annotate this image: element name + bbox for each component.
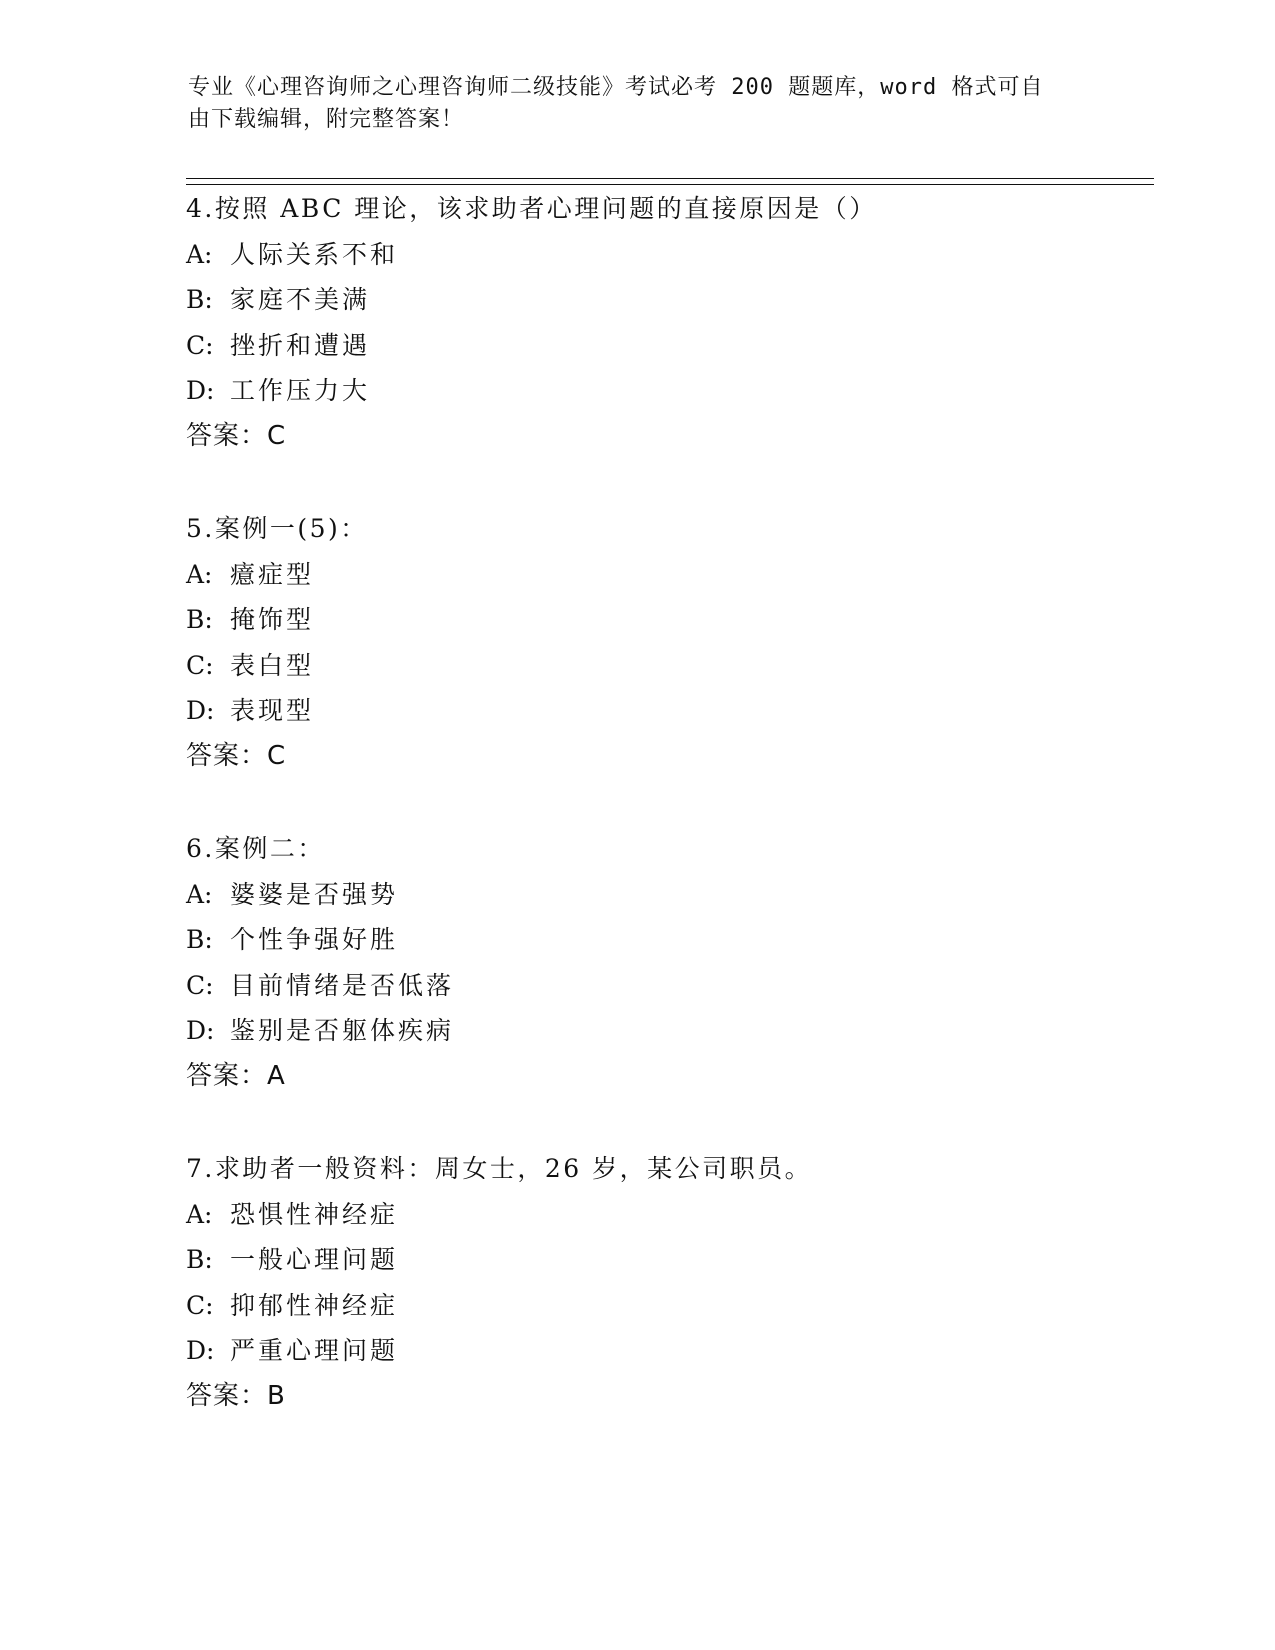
option-text: 家庭不美满 — [230, 285, 371, 315]
option-text: 严重心理问题 — [230, 1336, 399, 1366]
option-text: 工作压力大 — [230, 376, 371, 406]
option-a — [186, 872, 1136, 918]
option-b — [186, 597, 1136, 643]
option-text: 挫折和遭遇 — [230, 330, 371, 360]
answer-line: 答案：C — [186, 420, 287, 451]
header-divider-bottom — [186, 184, 1154, 185]
option-text: 个性争强好胜 — [230, 925, 399, 955]
option-letter: A: — [186, 559, 213, 589]
header-divider-top — [186, 178, 1154, 179]
question-stem: 5.案例一(5)： — [186, 514, 368, 543]
question-stem: 7.求助者一般资料：周女士，26 岁，某公司职员。 — [186, 1154, 813, 1183]
option-letter: C: — [186, 650, 214, 680]
option-letter: A: — [186, 1199, 213, 1229]
option-letter: D: — [186, 1336, 215, 1366]
option-c — [186, 963, 1136, 1009]
option-a — [186, 552, 1136, 598]
question-block — [186, 826, 1136, 1100]
answer-line: 答案：C — [186, 740, 287, 771]
option-a — [186, 1192, 1136, 1238]
option-letter: D: — [186, 696, 215, 726]
option-d — [186, 368, 1136, 414]
option-text: 一般心理问题 — [230, 1245, 399, 1275]
option-c — [186, 1283, 1136, 1329]
option-text: 人际关系不和 — [230, 239, 399, 269]
option-letter: B: — [186, 285, 213, 315]
option-letter: C: — [186, 330, 214, 360]
question-block — [186, 506, 1136, 780]
option-letter: B: — [186, 1245, 213, 1275]
option-text: 表现型 — [230, 696, 315, 726]
option-b — [186, 277, 1136, 323]
option-text: 表白型 — [230, 650, 315, 680]
answer-line: 答案：A — [186, 1060, 286, 1091]
option-text: 掩饰型 — [230, 605, 315, 635]
option-a — [186, 232, 1136, 278]
option-text: 鉴别是否躯体疾病 — [230, 1016, 455, 1046]
option-letter: C: — [186, 1290, 214, 1320]
option-text: 婆婆是否强势 — [230, 879, 399, 909]
document-header — [188, 72, 1068, 136]
question-block — [186, 186, 1136, 460]
option-text: 癔症型 — [230, 559, 315, 589]
option-b — [186, 1237, 1136, 1283]
option-d — [186, 1008, 1136, 1054]
option-letter: D: — [186, 1016, 215, 1046]
question-stem: 4.按照 ABC 理论，该求助者心理问题的直接原因是（） — [186, 194, 877, 223]
option-d — [186, 1328, 1136, 1374]
option-letter: D: — [186, 376, 215, 406]
question-stem: 6.案例二： — [186, 834, 325, 863]
answer-line: 答案：B — [186, 1380, 286, 1411]
header-line-1: 专业《心理咨询师之心理咨询师二级技能》考试必考 200 题题库，word 格式可自 — [188, 75, 1044, 100]
option-text: 抑郁性神经症 — [230, 1290, 399, 1320]
question-block — [186, 1146, 1136, 1420]
header-line-2: 由下载编辑，附完整答案！ — [188, 107, 465, 132]
option-text: 恐惧性神经症 — [230, 1199, 399, 1229]
option-c — [186, 643, 1136, 689]
option-letter: A: — [186, 879, 213, 909]
option-letter: C: — [186, 970, 214, 1000]
option-b — [186, 917, 1136, 963]
option-letter: A: — [186, 239, 213, 269]
option-c — [186, 323, 1136, 369]
option-letter: B: — [186, 925, 213, 955]
option-text: 目前情绪是否低落 — [230, 970, 455, 1000]
option-letter: B: — [186, 605, 213, 635]
option-d — [186, 688, 1136, 734]
